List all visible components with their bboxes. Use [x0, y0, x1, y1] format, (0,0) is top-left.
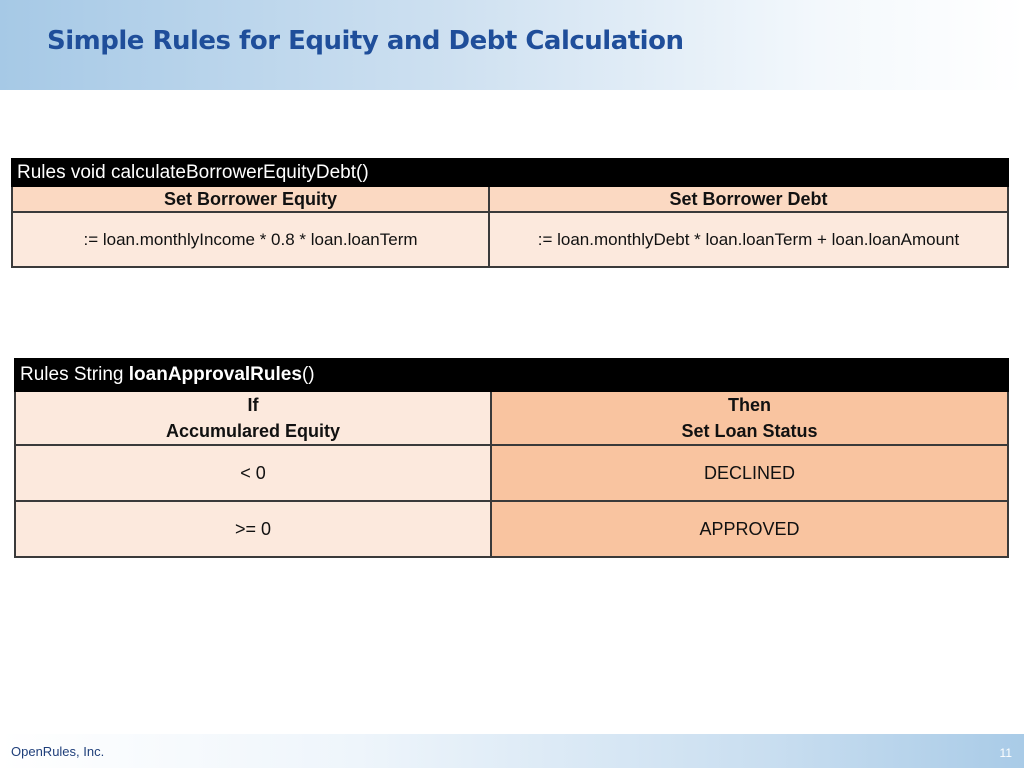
- condition-header-label: Accumulared Equity: [165, 421, 341, 441]
- page-number: 11: [999, 746, 1012, 760]
- action-cell: DECLINED: [491, 445, 1008, 501]
- condition-header: [15, 391, 491, 445]
- footer-bar: [0, 734, 1024, 768]
- table-row: [12, 212, 1008, 267]
- footer-company: OpenRules, Inc.: [11, 744, 105, 759]
- condition-header-keyword: If: [247, 395, 259, 415]
- action-header-label: Set Loan Status: [681, 421, 818, 441]
- title-banner: [0, 0, 1024, 90]
- loan-approval-rules-table: [14, 358, 1009, 558]
- column-header-borrower-debt: Set Borrower Debt: [489, 186, 1008, 212]
- equity-debt-rules-table: [11, 158, 1009, 268]
- table-caption-row: [15, 359, 1008, 391]
- action-header: [491, 391, 1008, 445]
- equity-formula-cell: := loan.monthlyIncome * 0.8 * loan.loanTerm: [12, 212, 489, 267]
- action-header-keyword: Then: [728, 395, 771, 415]
- condition-cell: < 0: [15, 445, 491, 501]
- column-header-borrower-equity: Set Borrower Equity: [12, 186, 489, 212]
- caption-suffix: (): [301, 364, 315, 385]
- slide-title: Simple Rules for Equity and Debt Calculation: [47, 26, 684, 56]
- table-row: [15, 445, 1008, 501]
- table-row: [15, 501, 1008, 557]
- action-cell: APPROVED: [491, 501, 1008, 557]
- table-caption: [15, 359, 1008, 391]
- caption-method-name: loanApprovalRules: [128, 364, 302, 385]
- table-caption: Rules void calculateBorrowerEquityDebt(): [12, 159, 1008, 186]
- caption-prefix: Rules String: [20, 364, 129, 385]
- table-caption-row: [12, 159, 1008, 186]
- condition-cell: >= 0: [15, 501, 491, 557]
- debt-formula-cell: := loan.monthlyDebt * loan.loanTerm + loan.loanAmount: [489, 212, 1008, 267]
- table-header-row: [12, 186, 1008, 212]
- table-header-row: [15, 391, 1008, 445]
